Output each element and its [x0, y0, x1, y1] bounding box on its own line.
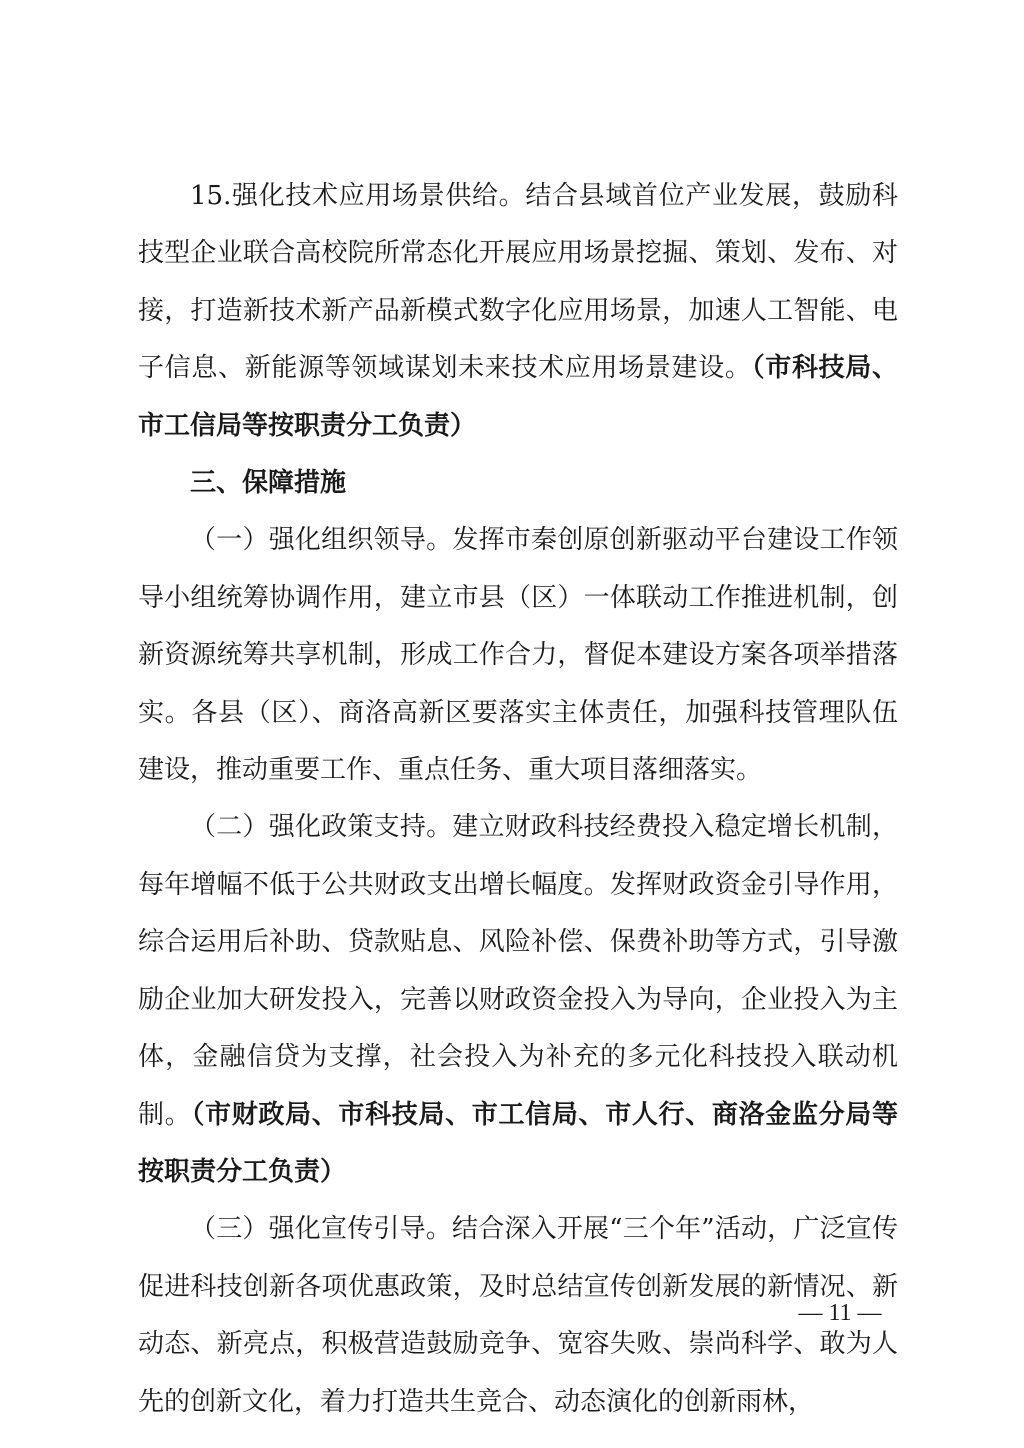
paragraph-measure-2 — [138, 799, 898, 1201]
paragraph-item-15 — [138, 168, 898, 455]
section-heading: 三、保障措施 — [190, 468, 347, 499]
measure-3-title: （三）强化宣传引导。 — [190, 1214, 452, 1245]
measure-2-responsible: （市财政局、市科技局、市工信局、市人行、商洛金监分局等按职责分工负责） — [138, 1099, 898, 1187]
page-number: — 11 — — [798, 1300, 882, 1326]
measure-3-body: 结合深入开展“三个年”活动，广泛宣传促进科技创新各项优惠政策，及时总结宣传创新发展的新情况、新动态、新亮点，积极营造鼓励竞争、宽容失败、崇尚科学、敢为人先的创新文化，着力打造共生竞合、动态演化的创新雨林， — [138, 1214, 898, 1417]
measure-1-body: 发挥市秦创原创新驱动平台建设工作领导小组统筹协调作用，建立市县（区）一体联动工作推进机制，创新资源统筹共享机制，形成工作合力，督促本建设方案各项举措落实。各县（区）、商洛高新区要落实主体责任，加强科技管理队伍建设，推动重要工作、重点任务、重大项目落细落实。 — [138, 525, 898, 786]
document-body — [138, 168, 898, 1431]
measure-2-title: （二）强化政策支持。 — [190, 812, 453, 843]
paragraph-measure-1 — [138, 512, 898, 799]
measure-1-title: （一）强化组织领导。 — [190, 525, 453, 556]
measure-2-body: 建立财政科技经费投入稳定增长机制，每年增幅不低于公共财政支出增长幅度。发挥财政资金引导作用，综合运用后补助、贷款贴息、风险补偿、保费补助等方式，引导激励企业加大研发投入，完善以财政资金投入为导向，企业投入为主体，金融信贷为支撑，社会投入为补充的多元化科技投入联动机制。 — [138, 812, 898, 1130]
item-15-responsible: （市科技局、市工信局等按职责分工负责） — [138, 353, 898, 441]
item-15-body: 结合县域首位产业发展，鼓励科技型企业联合高校院所常态化开展应用场景挖掘、策划、发布、对接，打造新技术新产品新模式数字化应用场景，加速人工智能、电子信息、新能源等领域谋划未来技术应用场景建设。 — [138, 181, 898, 384]
item-15-title: 15.强化技术应用场景供给。 — [190, 181, 526, 211]
